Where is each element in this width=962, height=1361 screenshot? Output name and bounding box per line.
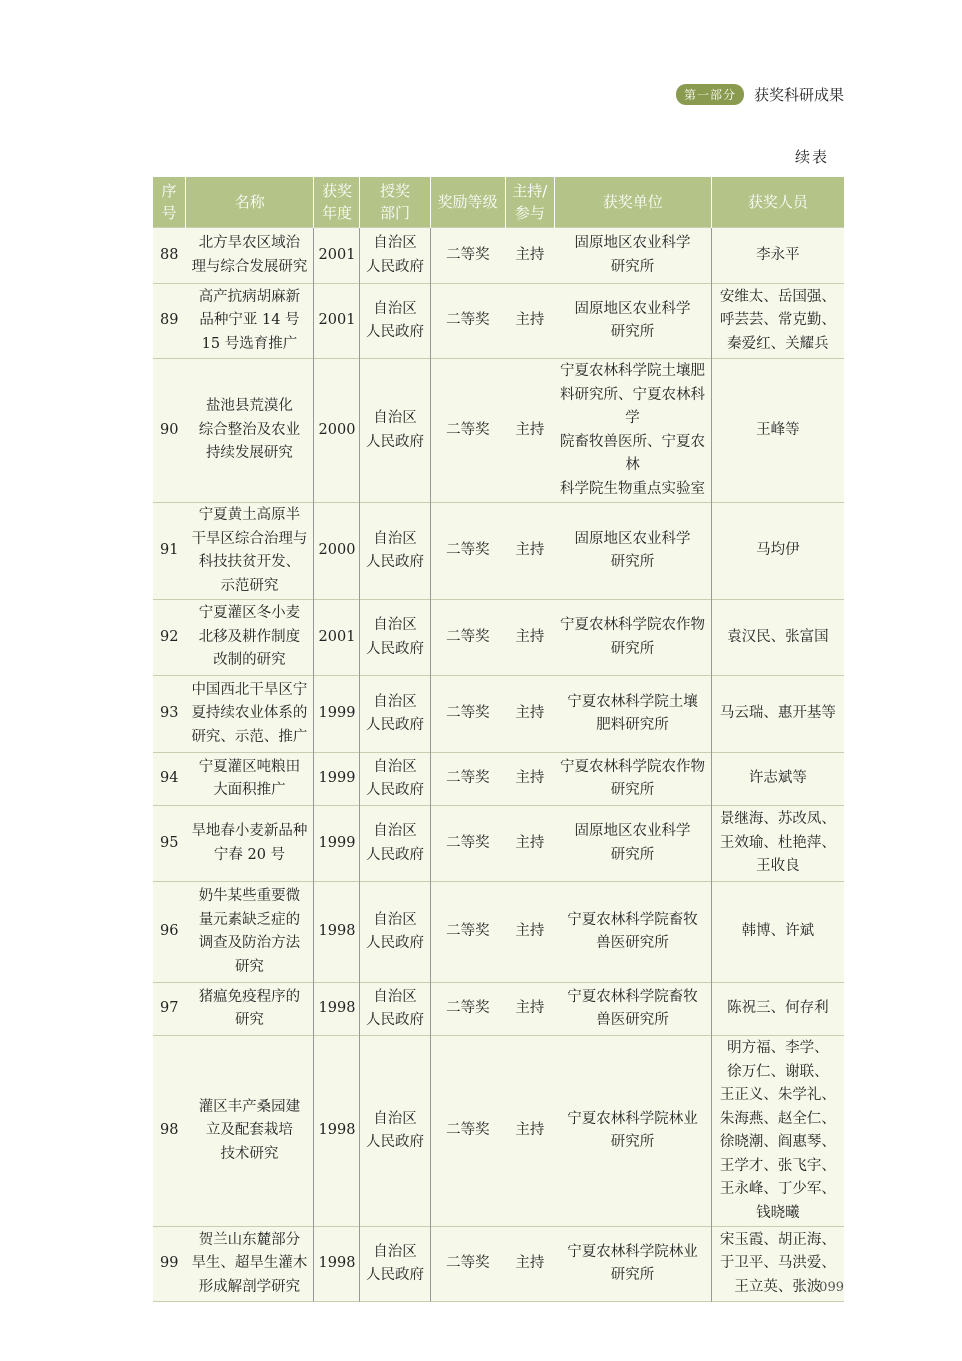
header-level: [430, 177, 505, 228]
text-line: 获奖单位: [602, 193, 663, 211]
cell-year: 2000: [314, 359, 360, 503]
text-line: 猪瘟免疫程序的: [198, 988, 301, 1005]
text-line: 自治区: [373, 823, 417, 839]
text-line: 科技扶贫开发、: [198, 554, 301, 570]
text-line: 人民政府: [365, 846, 424, 863]
cell-role: 主持: [505, 284, 554, 359]
text-line: 马均伊: [756, 542, 800, 559]
cell-dept: [360, 503, 430, 600]
text-line: 科学院生物重点实验室: [560, 480, 706, 497]
text-line: 中国西北干旱区宁: [191, 681, 308, 698]
text-line: 秦爱红、关耀兵: [727, 335, 829, 352]
cell-people: [711, 806, 844, 882]
text-line: 料研究所、宁夏农林科学: [560, 386, 706, 426]
text-line: 王永峰、丁少军、: [719, 1181, 836, 1197]
cell-role: 主持: [505, 753, 554, 806]
cell-role: 主持: [505, 1036, 554, 1227]
text-line: 自治区: [373, 988, 417, 1005]
table-row: [153, 503, 844, 600]
text-line: 高产抗病胡麻新: [198, 288, 301, 305]
text-line: 研究所: [610, 782, 655, 798]
text-line: 徐晓潮、阎惠琴、: [719, 1134, 836, 1150]
table-row: [153, 676, 844, 753]
section-title: 获奖科研成果: [753, 86, 844, 104]
table-row: [153, 359, 844, 503]
text-line: 固原地区农业科学: [574, 235, 691, 251]
text-line: 改制的研究: [213, 652, 286, 669]
cell-role: 主持: [505, 228, 554, 284]
table-header-row: [153, 177, 844, 228]
text-line: 明方福、李学、: [727, 1040, 829, 1056]
text-line: 韩博、许斌: [741, 923, 815, 940]
text-line: 李永平: [756, 246, 800, 263]
text-line: 旱生、超旱生灌木: [191, 1255, 308, 1272]
text-line: 袁汉民、张富国: [727, 628, 829, 645]
text-line: 王效瑜、杜艳萍、: [719, 834, 836, 851]
text-line: 于卫平、马洪爱、: [719, 1255, 836, 1272]
text-line: 安维太、岳国强、: [719, 288, 836, 305]
text-line: 固原地区农业科学: [574, 300, 691, 317]
cell-role: 主持: [505, 503, 554, 600]
cell-level: 二等奖: [430, 753, 505, 806]
text-line: 王学才、张飞宇、: [719, 1157, 836, 1174]
text-line: 人民政府: [365, 1012, 424, 1028]
cell-dept: [360, 284, 430, 359]
text-line: 夏持续农业体系的: [191, 705, 308, 722]
cell-name: [185, 753, 314, 806]
cell-unit: [554, 882, 711, 983]
header-unit: [554, 177, 711, 228]
cell-year: 2000: [314, 503, 360, 600]
text-line: 王立英、张波: [734, 1278, 822, 1295]
text-line: 北移及耕作制度: [198, 628, 301, 645]
text-line: 名称: [234, 193, 265, 211]
cell-unit: [554, 600, 711, 676]
text-line: 朱海燕、赵全仁、: [719, 1110, 836, 1127]
cell-name: [185, 228, 314, 284]
header-people: [711, 177, 844, 228]
cell-people: [711, 228, 844, 284]
cell-people: [711, 359, 844, 503]
cell-name: [185, 806, 314, 882]
cell-dept: [360, 753, 430, 806]
cell-unit: [554, 1227, 711, 1302]
text-line: 宁夏农林科学院农作物: [560, 617, 706, 633]
cell-role: 主持: [505, 600, 554, 676]
cell-people: [711, 753, 844, 806]
table-row: [153, 228, 844, 284]
text-line: 授奖: [379, 182, 410, 200]
text-line: 研究所: [610, 1134, 655, 1150]
text-line: 宁夏农林科学院畜牧: [567, 988, 698, 1005]
cell-index: 97: [153, 983, 185, 1036]
cell-year: 1998: [314, 983, 360, 1036]
text-line: 人民政府: [365, 717, 424, 733]
cell-index: 92: [153, 600, 185, 676]
cell-role: 主持: [505, 359, 554, 503]
cell-index: 88: [153, 228, 185, 284]
text-line: 奖励等级: [437, 193, 498, 211]
text-line: 人民政府: [365, 935, 424, 951]
text-line: 肥料研究所: [596, 717, 669, 733]
text-line: 宁夏灌区吨粮田: [198, 758, 301, 775]
cell-level: 二等奖: [430, 284, 505, 359]
text-line: 王正义、朱学礼、: [719, 1087, 836, 1103]
text-line: 自治区: [373, 1110, 417, 1127]
text-line: 自治区: [373, 1243, 417, 1260]
cell-dept: [360, 676, 430, 753]
text-line: 研究所: [610, 554, 655, 570]
text-line: 研究所: [610, 324, 655, 340]
text-line: 自治区: [373, 410, 417, 426]
cell-level: 二等奖: [430, 882, 505, 983]
cell-unit: [554, 753, 711, 806]
text-line: 王收良: [756, 858, 800, 875]
text-line: 自治区: [373, 758, 417, 775]
cell-unit: [554, 806, 711, 882]
cell-index: 98: [153, 1036, 185, 1227]
text-line: 理与综合发展研究: [191, 258, 308, 275]
cell-level: 二等奖: [430, 228, 505, 284]
cell-name: [185, 1227, 314, 1302]
cell-role: 主持: [505, 806, 554, 882]
cell-name: [185, 676, 314, 753]
cell-people: [711, 983, 844, 1036]
text-line: 宁夏农林科学院林业: [567, 1243, 698, 1260]
text-line: 研究所: [610, 258, 655, 275]
cell-year: 2001: [314, 600, 360, 676]
text-line: 兽医研究所: [596, 935, 669, 951]
cell-year: 2001: [314, 284, 360, 359]
cell-index: 91: [153, 503, 185, 600]
text-line: 序: [161, 182, 177, 200]
cell-level: 二等奖: [430, 983, 505, 1036]
cell-unit: [554, 1036, 711, 1227]
text-line: 人民政府: [365, 782, 424, 798]
text-line: 综合整治及农业: [198, 421, 301, 438]
text-line: 固原地区农业科学: [574, 823, 691, 839]
cell-people: [711, 503, 844, 600]
cell-dept: [360, 1227, 430, 1302]
text-line: 许志斌等: [748, 770, 807, 787]
table-row: [153, 753, 844, 806]
text-line: 示范研究: [220, 577, 279, 594]
text-line: 自治区: [373, 530, 417, 547]
cell-index: 93: [153, 676, 185, 753]
cell-dept: [360, 983, 430, 1036]
text-line: 宁夏黄土高原半: [198, 507, 301, 523]
cell-level: 二等奖: [430, 359, 505, 503]
cell-unit: [554, 983, 711, 1036]
cell-unit: [554, 284, 711, 359]
table-row: [153, 1227, 844, 1302]
text-line: 宁夏农林科学院农作物: [560, 758, 706, 775]
text-line: 调查及防治方法: [198, 935, 301, 951]
cell-people: [711, 882, 844, 983]
text-line: 获奖人员: [747, 193, 808, 211]
cell-level: 二等奖: [430, 1036, 505, 1227]
text-line: 人民政府: [365, 258, 424, 275]
text-line: 研究所: [610, 640, 655, 657]
text-line: 参与: [514, 204, 545, 222]
cell-people: [711, 676, 844, 753]
text-line: 人民政府: [365, 433, 424, 450]
text-line: 院畜牧兽医所、宁夏农林: [560, 433, 706, 473]
header-dept: [360, 177, 430, 228]
text-line: 大面积推广: [213, 782, 286, 798]
cell-level: 二等奖: [430, 600, 505, 676]
cell-role: 主持: [505, 676, 554, 753]
text-line: 人民政府: [365, 1267, 424, 1283]
cell-people: [711, 600, 844, 676]
awards-table: [153, 177, 844, 1302]
cell-index: 90: [153, 359, 185, 503]
text-line: 王峰等: [756, 421, 800, 438]
text-line: 宁夏农林科学院土壤: [567, 693, 698, 710]
cell-index: 94: [153, 753, 185, 806]
table-row: [153, 882, 844, 983]
text-line: 研究: [234, 1012, 264, 1028]
cell-level: 二等奖: [430, 676, 505, 753]
text-line: 量元素缺乏症的: [198, 911, 301, 928]
cell-dept: [360, 882, 430, 983]
cell-name: [185, 1036, 314, 1227]
cell-level: 二等奖: [430, 503, 505, 600]
text-line: 研究、示范、推广: [191, 728, 308, 745]
cell-index: 99: [153, 1227, 185, 1302]
text-line: 自治区: [373, 617, 417, 633]
text-line: 研究所: [610, 1267, 655, 1283]
cell-name: [185, 882, 314, 983]
cell-name: [185, 983, 314, 1036]
cell-name: [185, 503, 314, 600]
text-line: 徐万仁、谢联、: [727, 1063, 829, 1080]
table-row: [153, 600, 844, 676]
cell-dept: [360, 1036, 430, 1227]
table-body: [153, 228, 844, 1302]
text-line: 自治区: [373, 300, 417, 317]
cell-name: [185, 359, 314, 503]
text-line: 奶牛某些重要微: [198, 888, 301, 904]
text-line: 部门: [379, 204, 410, 222]
text-line: 固原地区农业科学: [574, 530, 691, 547]
text-line: 宋玉霞、胡正海、: [719, 1231, 836, 1248]
text-line: 贺兰山东麓部分: [198, 1231, 301, 1248]
cell-role: 主持: [505, 983, 554, 1036]
text-line: 宁夏灌区冬小麦: [198, 605, 301, 622]
text-line: 钱晓曦: [756, 1204, 800, 1221]
text-line: 旱地春小麦新品种: [191, 823, 308, 839]
text-line: 宁夏农林科学院林业: [567, 1110, 698, 1127]
text-line: 人民政府: [365, 640, 424, 657]
text-line: 技术研究: [220, 1145, 279, 1162]
page-header: [676, 84, 844, 105]
text-line: 陈祝三、何存利: [727, 1000, 829, 1017]
text-line: 干旱区综合治理与: [191, 530, 308, 547]
text-line: 景继海、苏改凤、: [719, 811, 836, 828]
text-line: 自治区: [373, 693, 417, 710]
cell-dept: [360, 228, 430, 284]
cell-role: 主持: [505, 882, 554, 983]
continued-label: 续表: [794, 148, 829, 166]
text-line: 主持/: [512, 182, 548, 200]
text-line: 人民政府: [365, 1134, 424, 1150]
text-line: 获奖: [321, 182, 352, 200]
text-line: 宁夏农林科学院畜牧: [567, 911, 698, 928]
cell-level: 二等奖: [430, 806, 505, 882]
text-line: 宁春 20 号: [213, 846, 286, 863]
header-role: [505, 177, 554, 228]
text-line: 人民政府: [365, 324, 424, 340]
text-line: 研究所: [610, 846, 655, 863]
cell-role: 主持: [505, 1227, 554, 1302]
text-line: 15 号选育推广: [201, 335, 298, 352]
text-line: 年度: [321, 204, 352, 222]
cell-year: 1998: [314, 1227, 360, 1302]
text-line: 盐池县荒漠化: [205, 398, 293, 415]
table-row: [153, 284, 844, 359]
cell-unit: [554, 359, 711, 503]
text-line: 立及配套栽培: [205, 1122, 293, 1139]
text-line: 宁夏农林科学院土壤肥: [560, 363, 706, 379]
cell-index: 96: [153, 882, 185, 983]
cell-unit: [554, 228, 711, 284]
cell-year: 2001: [314, 228, 360, 284]
header-name: [185, 177, 314, 228]
text-line: 人民政府: [365, 554, 424, 570]
cell-unit: [554, 676, 711, 753]
cell-unit: [554, 503, 711, 600]
text-line: 形成解剖学研究: [198, 1278, 301, 1295]
page-number: 099: [819, 1280, 844, 1295]
cell-name: [185, 284, 314, 359]
table-row: [153, 983, 844, 1036]
cell-year: 1999: [314, 676, 360, 753]
part-badge: 第一部分: [676, 84, 744, 105]
text-line: 自治区: [373, 911, 417, 928]
cell-dept: [360, 359, 430, 503]
cell-index: 89: [153, 284, 185, 359]
cell-dept: [360, 806, 430, 882]
header-index: [153, 177, 185, 228]
cell-dept: [360, 600, 430, 676]
cell-name: [185, 600, 314, 676]
cell-people: [711, 1036, 844, 1227]
text-line: 马云瑞、惠开基等: [719, 705, 836, 722]
header-year: [314, 177, 360, 228]
text-line: 北方旱农区域治: [198, 235, 301, 251]
text-line: 研究: [234, 958, 264, 975]
table-row: [153, 806, 844, 882]
text-line: 兽医研究所: [596, 1012, 669, 1028]
cell-level: 二等奖: [430, 1227, 505, 1302]
text-line: 呼芸芸、常克勤、: [719, 312, 836, 329]
cell-year: 1999: [314, 753, 360, 806]
cell-people: [711, 284, 844, 359]
cell-year: 1998: [314, 882, 360, 983]
cell-year: 1999: [314, 806, 360, 882]
cell-index: 95: [153, 806, 185, 882]
text-line: 号: [161, 204, 177, 222]
cell-year: 1998: [314, 1036, 360, 1227]
text-line: 灌区丰产桑园建: [198, 1098, 301, 1115]
text-line: 持续发展研究: [205, 445, 293, 462]
text-line: 自治区: [373, 235, 417, 251]
table-row: [153, 1036, 844, 1227]
text-line: 品种宁亚 14 号: [199, 312, 300, 329]
